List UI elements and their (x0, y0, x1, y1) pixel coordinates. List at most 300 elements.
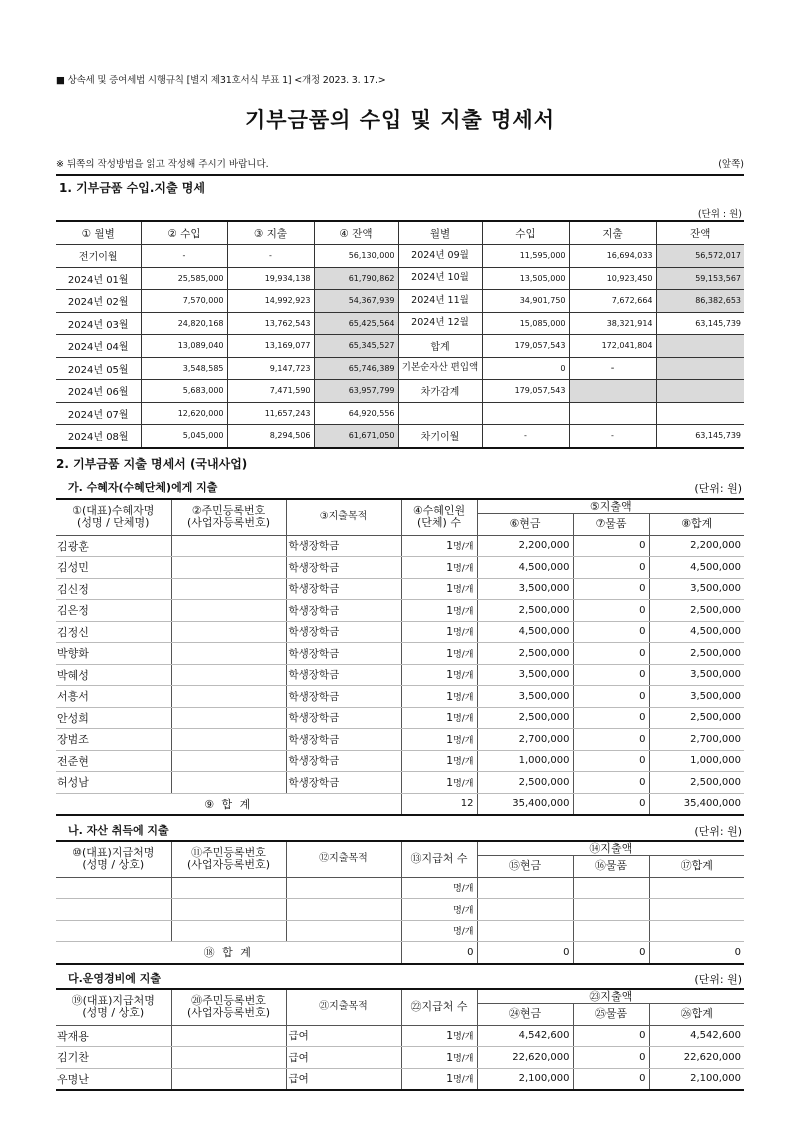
summary-month: 전기이월 (56, 245, 141, 268)
part-b-unit: (단위: 원) (694, 825, 742, 838)
summary-row (56, 380, 744, 403)
sum-amount: 2,500,000 (649, 600, 744, 622)
header-cash: ⑥현금 (477, 514, 573, 536)
recipient-count-value: 1 (446, 582, 454, 596)
goods-amount: 0 (573, 729, 649, 751)
recipient-count-value: 1 (446, 1029, 454, 1043)
recipient-count-unit: 명/개 (453, 606, 474, 617)
summary-row (56, 245, 744, 268)
total-cash: 0 (477, 942, 573, 964)
summary-balance: 54,367,939 (314, 290, 398, 313)
cash-amount: 2,500,000 (477, 643, 573, 665)
summary-row (56, 335, 744, 358)
total-cash: 35,400,000 (477, 793, 573, 815)
detail-header-row (56, 989, 744, 1004)
summary-income-2: - (482, 425, 569, 448)
header-reg-line2: (사업자등록번호) (187, 516, 270, 530)
cash-amount (477, 920, 573, 942)
goods-amount: 0 (573, 686, 649, 708)
summary-month-2: 2024년 11월 (398, 290, 482, 313)
summary-income: 5,683,000 (141, 380, 227, 403)
recipient-count-value: 1 (446, 668, 454, 682)
recipient-count (401, 772, 477, 794)
summary-income-2: 11,595,000 (482, 245, 569, 268)
registration-number (171, 1068, 286, 1090)
summary-income-2: 179,057,543 (482, 335, 569, 358)
header-count-line1: ④수혜인원 (412, 504, 466, 518)
recipient-count (401, 1025, 477, 1047)
expense-purpose: 급여 (286, 1047, 401, 1069)
recipient-count-unit: 명/개 (453, 778, 474, 789)
header-purpose: ㉑지출목적 (286, 989, 401, 1025)
summary-month-2: 2024년 10월 (398, 267, 482, 290)
sum-amount: 2,500,000 (649, 643, 744, 665)
cash-amount (477, 877, 573, 899)
sum-amount: 4,500,000 (649, 557, 744, 579)
summary-income: 13,089,040 (141, 335, 227, 358)
recipient-count-unit: 명/개 (453, 757, 474, 768)
recipient-count-value: 1 (446, 732, 454, 746)
header-goods: ⑦물품 (573, 514, 649, 536)
registration-number (171, 772, 286, 794)
payee-name: 우명난 (56, 1068, 171, 1090)
table-row (56, 920, 744, 942)
header-registration-number (171, 841, 286, 877)
registration-number (171, 920, 286, 942)
registration-number (171, 664, 286, 686)
header-cash: ㉔현금 (477, 1004, 573, 1026)
header-purpose: ③지출목적 (286, 499, 401, 535)
goods-amount (573, 920, 649, 942)
table-row (56, 621, 744, 643)
summary-expense-2 (569, 380, 656, 403)
registration-number (171, 535, 286, 557)
goods-amount: 0 (573, 750, 649, 772)
sum-amount: 22,620,000 (649, 1047, 744, 1069)
summary-income: - (141, 245, 227, 268)
header-sum: ⑧합계 (649, 514, 744, 536)
document-title: 기부금품의 수입 및 지출 명세서 (245, 108, 555, 132)
summary-expense: 14,992,923 (227, 290, 314, 313)
total-row (56, 942, 744, 964)
part-c-title: 다.운영경비에 지출 (68, 972, 162, 985)
table-row (56, 1047, 744, 1069)
goods-amount: 0 (573, 1047, 649, 1069)
expense-purpose: 학생장학금 (286, 557, 401, 579)
summary-balance-2: 56,572,017 (656, 245, 744, 268)
goods-amount: 0 (573, 707, 649, 729)
header-reg-line2: (사업자등록번호) (187, 1006, 270, 1020)
cash-amount: 2,500,000 (477, 707, 573, 729)
recipient-count-unit: 명/개 (453, 884, 474, 895)
header-purpose: ⑫지출목적 (286, 841, 401, 877)
summary-balance: 64,920,556 (314, 402, 398, 425)
total-label: ⑨ 합 계 (56, 793, 401, 815)
recipient-count-unit: 명/개 (453, 1075, 474, 1086)
recipient-count-unit: 명/개 (453, 905, 474, 916)
summary-balance-2 (656, 357, 744, 380)
summary-income: 3,548,585 (141, 357, 227, 380)
header-reg-line1: ②주민등록번호 (191, 504, 266, 518)
payee-name (56, 877, 171, 899)
payee-name: 김기찬 (56, 1047, 171, 1069)
recipient-count (401, 664, 477, 686)
recipient-count (401, 1047, 477, 1069)
cash-amount: 4,500,000 (477, 557, 573, 579)
summary-balance: 61,671,050 (314, 425, 398, 448)
summary-row (56, 312, 744, 335)
header-count (401, 499, 477, 535)
payee-name: 김정신 (56, 621, 171, 643)
summary-expense: 8,294,506 (227, 425, 314, 448)
summary-month-2: 합계 (398, 335, 482, 358)
summary-balance-2: 63,145,739 (656, 312, 744, 335)
operating-expense-table (56, 988, 744, 1091)
summary-body (56, 245, 744, 448)
summary-balance: 56,130,000 (314, 245, 398, 268)
header-payee-name-line1: ⑩(대표)지급처명 (72, 846, 155, 860)
recipient-count (401, 920, 477, 942)
cash-amount: 2,500,000 (477, 600, 573, 622)
header-count-line1: ⑬지급처 수 (410, 852, 468, 866)
expense-purpose: 학생장학금 (286, 535, 401, 557)
recipient-count (401, 899, 477, 921)
recipient-count-unit: 명/개 (453, 585, 474, 596)
header-payee-name-line1: ⑲(대표)지급처명 (71, 994, 155, 1008)
cash-amount: 4,500,000 (477, 621, 573, 643)
header-amount: ㉓지출액 (477, 989, 744, 1004)
summary-month: 2024년 04월 (56, 335, 141, 358)
recipient-count (401, 621, 477, 643)
recipient-count (401, 1068, 477, 1090)
recipient-count-unit: 명/개 (453, 671, 474, 682)
total-goods: 0 (573, 793, 649, 815)
summary-expense: 9,147,723 (227, 357, 314, 380)
cash-amount: 3,500,000 (477, 686, 573, 708)
summary-income: 12,620,000 (141, 402, 227, 425)
sum-amount: 2,500,000 (649, 772, 744, 794)
recipient-count-value: 1 (446, 646, 454, 660)
header-count (401, 841, 477, 877)
recipient-count-value: 1 (446, 711, 454, 725)
header-count-line2: (단체) 수 (417, 516, 461, 530)
summary-month-2: 차기이월 (398, 425, 482, 448)
header-sum: ㉖합계 (649, 1004, 744, 1026)
summary-expense: - (227, 245, 314, 268)
recipient-count-unit: 명/개 (453, 542, 474, 553)
recipient-count-value: 1 (446, 625, 454, 639)
total-label: ⑱ 합 계 (56, 942, 401, 964)
summary-month: 2024년 07월 (56, 402, 141, 425)
summary-income-2: 34,901,750 (482, 290, 569, 313)
table-row (56, 729, 744, 751)
summary-income-2: 179,057,543 (482, 380, 569, 403)
summary-income: 25,585,000 (141, 267, 227, 290)
sum-amount: 2,500,000 (649, 707, 744, 729)
table-row (56, 707, 744, 729)
expense-purpose: 학생장학금 (286, 621, 401, 643)
header-reg-line1: ⑳주민등록번호 (191, 994, 266, 1008)
col-expense: ③ 지출 (227, 221, 314, 245)
registration-number (171, 621, 286, 643)
summary-expense-2: 7,672,664 (569, 290, 656, 313)
header-amount: ⑤지출액 (477, 499, 744, 514)
top-rule (56, 174, 744, 176)
goods-amount: 0 (573, 535, 649, 557)
payee-name: 김광훈 (56, 535, 171, 557)
expense-purpose: 학생장학금 (286, 772, 401, 794)
goods-amount: 0 (573, 557, 649, 579)
table-row (56, 1068, 744, 1090)
header-payee-name-line2: (성명 / 상호) (82, 858, 145, 872)
summary-balance: 65,345,527 (314, 335, 398, 358)
recipient-count-unit: 명/개 (453, 628, 474, 639)
detail-header-row (56, 841, 744, 856)
summary-balance: 61,790,862 (314, 267, 398, 290)
detail-header-row (56, 499, 744, 514)
table-row (56, 899, 744, 921)
summary-expense: 7,471,590 (227, 380, 314, 403)
summary-expense-2: 16,694,033 (569, 245, 656, 268)
recipient-count-value: 1 (446, 1072, 454, 1086)
header-goods: ㉕물품 (573, 1004, 649, 1026)
summary-month: 2024년 02월 (56, 290, 141, 313)
summary-expense: 19,934,138 (227, 267, 314, 290)
col-month: ① 월별 (56, 221, 141, 245)
payee-name: 곽재용 (56, 1025, 171, 1047)
recipient-count (401, 600, 477, 622)
total-count: 12 (401, 793, 477, 815)
part-b-title: 나. 자산 취득에 지출 (68, 824, 169, 837)
table-row (56, 600, 744, 622)
recipient-count-value: 1 (446, 603, 454, 617)
expense-purpose (286, 920, 401, 942)
summary-month: 2024년 03월 (56, 312, 141, 335)
summary-expense: 13,169,077 (227, 335, 314, 358)
total-goods: 0 (573, 942, 649, 964)
header-amount: ⑭지출액 (477, 841, 744, 856)
summary-expense-2 (569, 402, 656, 425)
recipient-count-value: 1 (446, 539, 454, 553)
recipient-count-unit: 명/개 (453, 692, 474, 703)
table-row (56, 535, 744, 557)
summary-balance-2 (656, 335, 744, 358)
sum-amount (649, 899, 744, 921)
goods-amount: 0 (573, 578, 649, 600)
summary-balance-2 (656, 380, 744, 403)
total-row (56, 793, 744, 815)
expense-purpose: 학생장학금 (286, 600, 401, 622)
recipient-count-unit: 명/개 (453, 1032, 474, 1043)
sum-amount: 4,500,000 (649, 621, 744, 643)
summary-balance: 65,425,564 (314, 312, 398, 335)
goods-amount: 0 (573, 1025, 649, 1047)
summary-income-2: 15,085,000 (482, 312, 569, 335)
col-expense-2: 지출 (569, 221, 656, 245)
payee-name: 김은정 (56, 600, 171, 622)
recipient-count-unit: 명/개 (453, 1053, 474, 1064)
payee-name (56, 920, 171, 942)
sum-amount: 3,500,000 (649, 664, 744, 686)
payee-name (56, 899, 171, 921)
recipient-expenditure-table (56, 498, 744, 816)
header-reg-line2: (사업자등록번호) (187, 858, 270, 872)
recipient-count (401, 535, 477, 557)
summary-month-2: 2024년 12월 (398, 312, 482, 335)
table-row (56, 750, 744, 772)
summary-expense-2: 10,923,450 (569, 267, 656, 290)
summary-income-2 (482, 402, 569, 425)
table-row (56, 643, 744, 665)
recipient-count (401, 877, 477, 899)
table-row (56, 578, 744, 600)
goods-amount: 0 (573, 772, 649, 794)
header-reg-line1: ⑪주민등록번호 (191, 846, 266, 860)
header-payee-name (56, 989, 171, 1025)
summary-balance-2: 59,153,567 (656, 267, 744, 290)
expense-purpose: 학생장학금 (286, 729, 401, 751)
col-month-2: 월별 (398, 221, 482, 245)
expense-purpose: 학생장학금 (286, 664, 401, 686)
summary-balance-2: 86,382,653 (656, 290, 744, 313)
asset-acquisition-table (56, 840, 744, 965)
form-reference-note: ■ 상속세 및 증여세법 시행규칙 [별지 제31호서식 부표 1] <개정 2023. 3. 17.> (56, 75, 386, 86)
expense-purpose: 급여 (286, 1025, 401, 1047)
summary-expense-2: - (569, 425, 656, 448)
header-count-line1: ㉒지급처 수 (410, 1000, 468, 1014)
recipient-count-value: 1 (446, 775, 454, 789)
cash-amount: 2,200,000 (477, 535, 573, 557)
sum-amount (649, 877, 744, 899)
goods-amount (573, 877, 649, 899)
summary-expense-2: - (569, 357, 656, 380)
header-payee-name-line1: ①(대표)수혜자명 (72, 504, 155, 518)
goods-amount: 0 (573, 664, 649, 686)
sum-amount: 1,000,000 (649, 750, 744, 772)
payee-name: 김신정 (56, 578, 171, 600)
registration-number (171, 686, 286, 708)
summary-month: 2024년 08월 (56, 425, 141, 448)
section1-title: 1. 기부금품 수입.지출 명세 (59, 181, 205, 195)
col-income-2: 수입 (482, 221, 569, 245)
recipient-count-unit: 명/개 (453, 649, 474, 660)
expense-purpose: 학생장학금 (286, 686, 401, 708)
total-sum: 35,400,000 (649, 793, 744, 815)
summary-income: 24,820,168 (141, 312, 227, 335)
registration-number (171, 557, 286, 579)
recipient-count-value: 1 (446, 1050, 454, 1064)
summary-month-2 (398, 402, 482, 425)
registration-number (171, 600, 286, 622)
expense-purpose: 학생장학금 (286, 643, 401, 665)
recipient-count-value: 1 (446, 689, 454, 703)
header-payee-name-line2: (성명 / 단체명) (77, 516, 150, 530)
header-payee-name (56, 499, 171, 535)
header-cash: ⑮현금 (477, 856, 573, 878)
summary-balance-2: 63,145,739 (656, 425, 744, 448)
cash-amount: 3,500,000 (477, 578, 573, 600)
payee-name: 박향화 (56, 643, 171, 665)
part-a-unit: (단위: 원) (694, 482, 742, 495)
expense-purpose (286, 877, 401, 899)
sum-amount (649, 920, 744, 942)
expense-purpose: 급여 (286, 1068, 401, 1090)
goods-amount: 0 (573, 600, 649, 622)
summary-expense-2: 38,321,914 (569, 312, 656, 335)
sum-amount: 3,500,000 (649, 578, 744, 600)
expense-purpose (286, 899, 401, 921)
cash-amount: 22,620,000 (477, 1047, 573, 1069)
header-registration-number (171, 989, 286, 1025)
section2-title: 2. 기부금품 지출 명세서 (국내사업) (56, 457, 248, 471)
recipient-count-unit: 명/개 (453, 714, 474, 725)
total-sum: 0 (649, 942, 744, 964)
summary-month: 2024년 06월 (56, 380, 141, 403)
cash-amount: 2,700,000 (477, 729, 573, 751)
recipient-count (401, 707, 477, 729)
recipient-count-value: 1 (446, 560, 454, 574)
recipient-count-unit: 명/개 (453, 927, 474, 938)
registration-number (171, 877, 286, 899)
goods-amount: 0 (573, 643, 649, 665)
summary-row (56, 357, 744, 380)
payee-name: 서흥서 (56, 686, 171, 708)
col-balance: ④ 잔액 (314, 221, 398, 245)
header-count (401, 989, 477, 1025)
cash-amount: 2,100,000 (477, 1068, 573, 1090)
summary-row (56, 267, 744, 290)
registration-number (171, 729, 286, 751)
summary-month-2: 차가감계 (398, 380, 482, 403)
sum-amount: 2,700,000 (649, 729, 744, 751)
header-registration-number (171, 499, 286, 535)
page-side-label: (앞쪽) (718, 159, 744, 170)
sum-amount: 4,542,600 (649, 1025, 744, 1047)
cash-amount: 4,542,600 (477, 1025, 573, 1047)
total-count: 0 (401, 942, 477, 964)
goods-amount (573, 899, 649, 921)
summary-header-row (56, 221, 744, 245)
recipient-count-unit: 명/개 (453, 735, 474, 746)
income-expense-summary-table (56, 220, 744, 449)
cash-amount: 1,000,000 (477, 750, 573, 772)
registration-number (171, 1025, 286, 1047)
table-row (56, 877, 744, 899)
summary-row (56, 425, 744, 448)
summary-income: 7,570,000 (141, 290, 227, 313)
summary-income-2: 0 (482, 357, 569, 380)
summary-month: 2024년 05월 (56, 357, 141, 380)
summary-expense-2: 172,041,804 (569, 335, 656, 358)
recipient-count (401, 643, 477, 665)
part-a-title: 가. 수혜자(수혜단체)에게 지출 (68, 481, 218, 494)
recipient-count (401, 750, 477, 772)
payee-name: 김성민 (56, 557, 171, 579)
recipient-count-unit: 명/개 (453, 563, 474, 574)
summary-income: 5,045,000 (141, 425, 227, 448)
header-payee-name (56, 841, 171, 877)
recipient-count-value: 1 (446, 754, 454, 768)
summary-row (56, 290, 744, 313)
summary-expense: 13,762,543 (227, 312, 314, 335)
recipient-count (401, 729, 477, 751)
summary-balance: 65,746,389 (314, 357, 398, 380)
table-row (56, 1025, 744, 1047)
goods-amount: 0 (573, 1068, 649, 1090)
sum-amount: 2,200,000 (649, 535, 744, 557)
summary-month-2: 2024년 09월 (398, 245, 482, 268)
part-c-unit: (단위: 원) (694, 973, 742, 986)
